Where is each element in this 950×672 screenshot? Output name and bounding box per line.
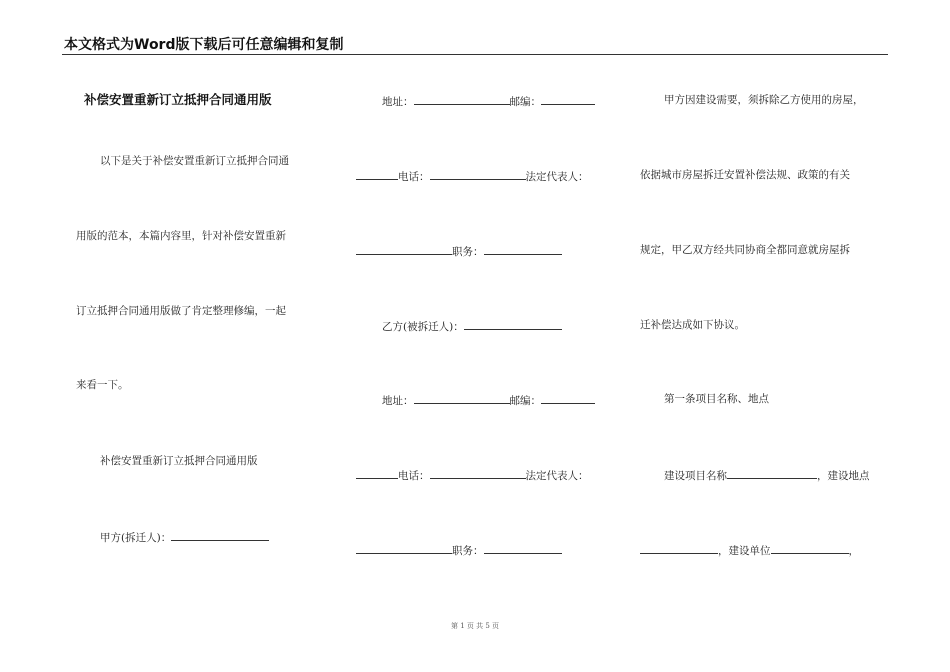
intro-line-3: 订立抵押合同通用版做了肯定整理修编，一起	[76, 305, 286, 317]
party-a-line	[100, 529, 269, 545]
project-name-blank	[727, 467, 817, 479]
project-name-line	[664, 467, 870, 483]
phone-lead-blank	[356, 467, 398, 479]
column-3	[640, 0, 890, 672]
party-b-phone-line	[356, 467, 589, 483]
article-1-heading: 第一条项目名称、地点	[664, 393, 769, 405]
party-a-phone-line	[356, 168, 589, 184]
construction-unit-label: ，建设单位	[718, 545, 771, 557]
phone-blank	[430, 168, 526, 180]
party-b-line	[382, 318, 562, 334]
position-blank	[484, 243, 562, 255]
column-2	[356, 0, 616, 672]
position-label: 职务：	[452, 246, 484, 258]
preamble-line-4: 迁补偿达成如下协议。	[640, 319, 745, 331]
party-a-blank	[171, 529, 269, 541]
legal-rep-label: 法定代表人：	[525, 171, 589, 183]
construction-unit-blank	[771, 542, 849, 554]
legal-rep-blank	[356, 542, 452, 554]
phone-blank	[430, 467, 526, 479]
postcode-blank	[541, 93, 595, 105]
party-b-position-line	[356, 542, 562, 558]
postcode-blank	[541, 392, 595, 404]
party-b-label: 乙方(被拆迁人)：	[382, 321, 464, 333]
intro-line-2: 用版的范本，本篇内容里，针对补偿安置重新	[76, 230, 286, 242]
legal-rep-label: 法定代表人：	[525, 470, 589, 482]
party-a-position-line	[356, 243, 562, 259]
project-location-label: ，建设地点	[817, 470, 870, 482]
project-location-blank	[640, 542, 718, 554]
preamble-line-3: 规定，甲乙双方经共同协商全都同意就房屋拆	[640, 244, 850, 256]
position-label: 职务：	[452, 545, 484, 557]
party-b-address-line	[382, 392, 595, 408]
trailing-comma: ，	[848, 545, 859, 557]
project-name-label: 建设项目名称	[664, 470, 727, 482]
document-title: 补偿安置重新订立抵押合同通用版	[84, 92, 272, 107]
position-blank	[484, 542, 562, 554]
address-blank	[414, 392, 510, 404]
intro-line-4: 来看一下。	[76, 379, 129, 391]
contract-subtitle: 补偿安置重新订立抵押合同通用版	[100, 455, 258, 467]
postcode-label: 邮编：	[509, 395, 541, 407]
preamble-line-2: 依据城市房屋拆迁安置补偿法规、政策的有关	[640, 169, 850, 181]
header-title: 本文格式为Word版下载后可任意编辑和复制	[64, 37, 344, 53]
party-b-blank	[464, 318, 562, 330]
intro-line-1: 以下是关于补偿安置重新订立抵押合同通	[100, 155, 289, 167]
column-1	[76, 0, 326, 672]
construction-unit-line	[640, 542, 859, 558]
address-label: 地址：	[382, 96, 414, 108]
preamble-line-1: 甲方因建设需要，须拆除乙方使用的房屋，	[664, 94, 864, 106]
party-a-address-line	[382, 93, 595, 109]
address-label: 地址：	[382, 395, 414, 407]
address-blank	[414, 93, 510, 105]
phone-label: 电话：	[398, 470, 430, 482]
postcode-label: 邮编：	[509, 96, 541, 108]
phone-lead-blank	[356, 168, 398, 180]
page-indicator: 第 1 页 共 5 页	[450, 622, 500, 630]
party-a-label: 甲方(拆迁人)：	[100, 532, 172, 544]
phone-label: 电话：	[398, 171, 430, 183]
legal-rep-blank	[356, 243, 452, 255]
